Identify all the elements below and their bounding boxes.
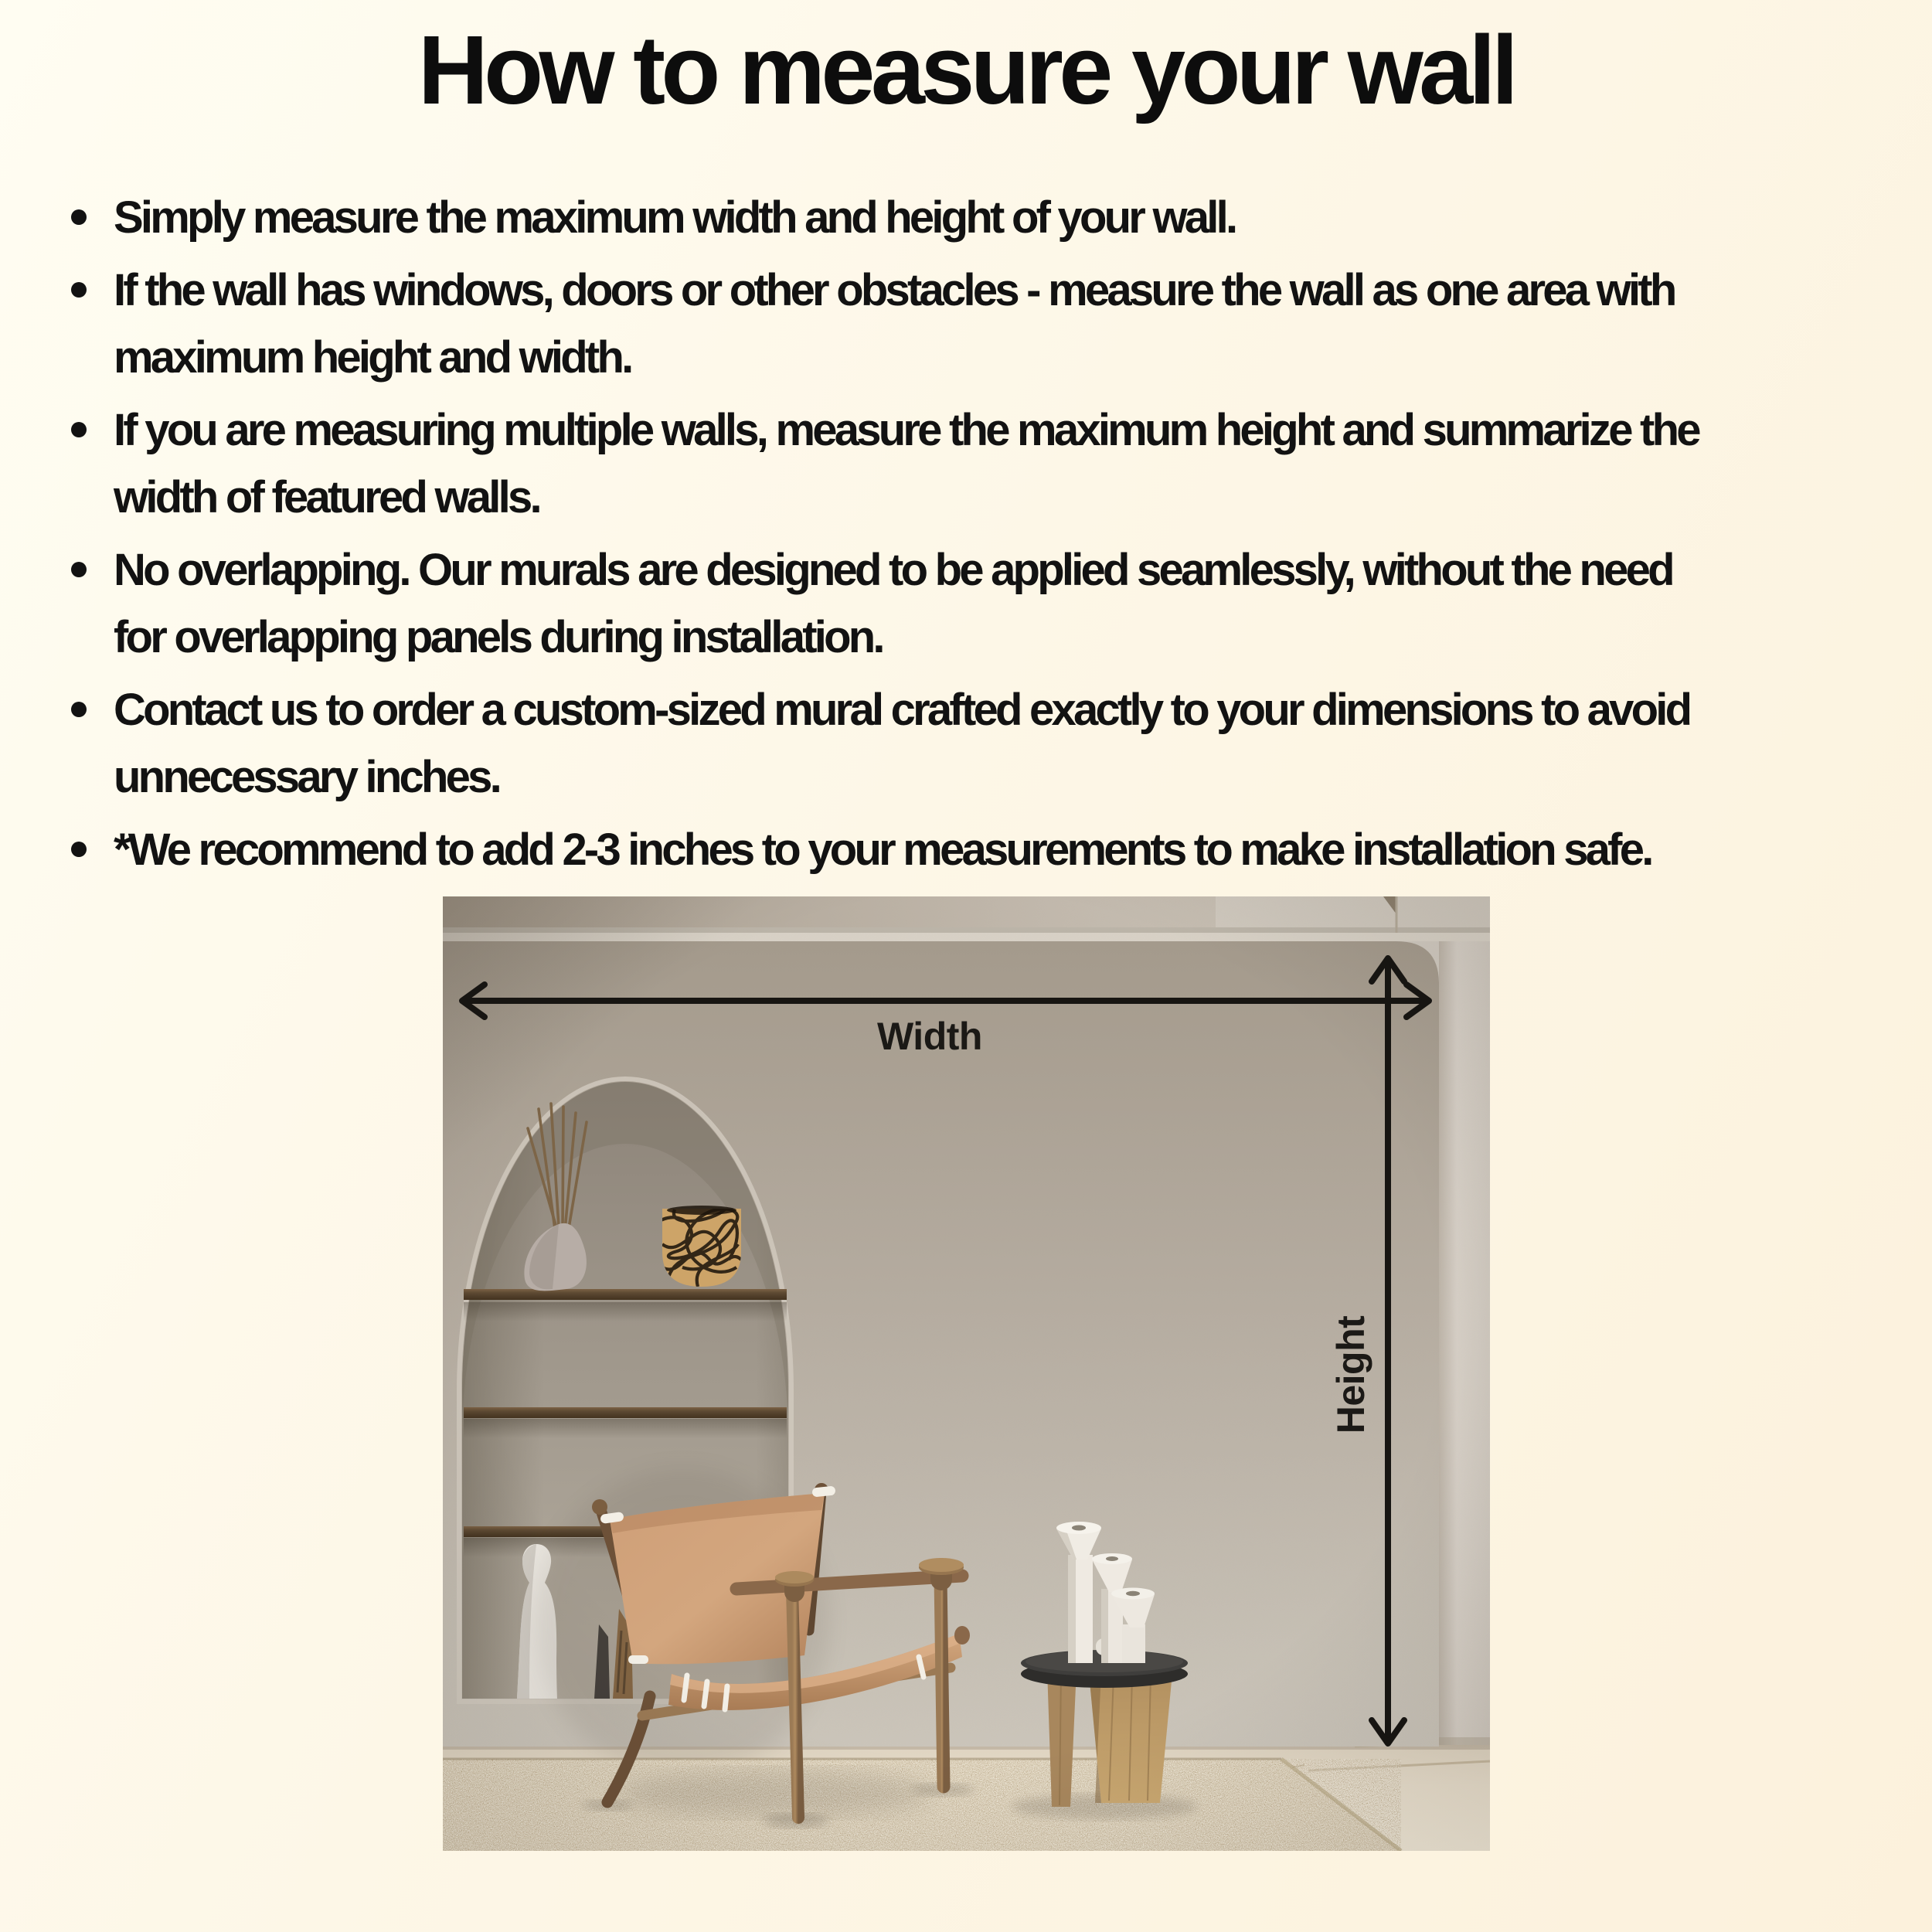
bullet-item <box>70 676 1870 811</box>
measurement-diagram <box>443 896 1490 1851</box>
bullet-item <box>70 257 1870 391</box>
bullet-line: Contact us to order a custom-sized mural crafted exactly to your dimensions to avoid <box>114 685 1690 735</box>
bullet-line: width of featured walls. <box>114 472 539 522</box>
bullet-line: maximum height and width. <box>114 332 631 383</box>
page-title: How to measure your wall <box>417 15 1515 124</box>
bullet-line: unnecessary inches. <box>114 752 499 802</box>
room-photo <box>443 896 1490 1851</box>
bullet-item <box>70 396 1870 531</box>
bullet-line: Simply measure the maximum width and height of your wall. <box>114 192 1236 243</box>
bullet-item <box>70 184 1870 251</box>
height-label: Height <box>1329 1315 1372 1434</box>
bullet-item <box>70 816 1870 883</box>
bullet-line: No overlapping. Our murals are designed to be applied seamlessly, without the need <box>114 545 1672 595</box>
width-label: Width <box>877 1015 982 1058</box>
bullet-line: for overlapping panels during installation. <box>114 612 883 662</box>
bullet-item <box>70 536 1870 671</box>
bullet-line: If the wall has windows, doors or other obstacles - measure the wall as one area with <box>114 265 1675 315</box>
bullet-line: If you are measuring multiple walls, measure the maximum height and summarize the <box>114 405 1699 455</box>
instructions-list <box>70 184 1870 889</box>
bullet-line: *We recommend to add 2-3 inches to your measurements to make installation safe. <box>114 825 1651 875</box>
